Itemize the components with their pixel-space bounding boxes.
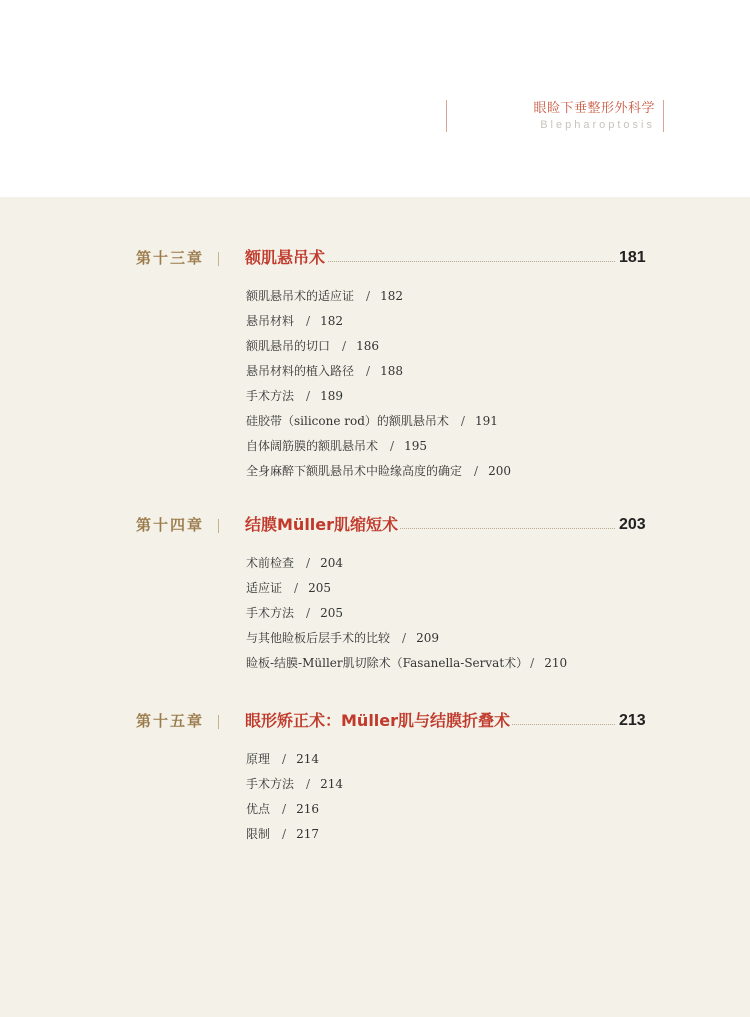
chapter-page-number[interactable]: 213	[619, 712, 646, 729]
section-title: 限制	[246, 827, 271, 841]
section-title: 额肌悬吊术的适应证	[246, 289, 355, 303]
chapter-title[interactable]: 额肌悬吊术	[245, 248, 326, 267]
section-title: 与其他睑板后层手术的比较	[246, 631, 391, 645]
section-entry[interactable]	[246, 772, 343, 797]
section-entry[interactable]	[246, 551, 567, 576]
chapter-divider	[218, 715, 219, 729]
section-title: 悬吊材料	[246, 314, 295, 328]
section-entry[interactable]	[246, 309, 511, 334]
section-page: 195	[404, 439, 427, 453]
separator: /	[390, 439, 395, 453]
chapter-number: 第十三章	[136, 249, 205, 267]
section-page: 209	[416, 631, 439, 645]
section-page: 216	[296, 802, 319, 816]
separator: /	[342, 339, 347, 353]
separator: /	[306, 556, 311, 570]
chapter-title[interactable]: 结膜Müller肌缩短术	[245, 515, 399, 534]
chapter-page-number[interactable]: 181	[619, 249, 646, 266]
chapter-page-number[interactable]: 203	[619, 516, 646, 533]
section-page: 189	[320, 389, 343, 403]
separator: /	[306, 314, 311, 328]
chapter-divider	[218, 519, 219, 533]
section-entry[interactable]	[246, 459, 511, 484]
separator: /	[366, 289, 371, 303]
section-page: 205	[308, 581, 331, 595]
section-title: 睑板-结膜-Müller肌切除术（Fasanella-Servat术）	[246, 656, 529, 670]
separator: /	[306, 389, 311, 403]
section-title: 手术方法	[246, 606, 295, 620]
section-title: 悬吊材料的植入路径	[246, 364, 355, 378]
section-title: 适应证	[246, 581, 283, 595]
section-page: 188	[380, 364, 403, 378]
chapter-number: 第十五章	[136, 712, 205, 730]
section-entry[interactable]	[246, 409, 511, 434]
book-title-chinese: 眼睑下垂整形外科学	[533, 101, 655, 116]
section-title: 额肌悬吊的切口	[246, 339, 331, 353]
section-page: 182	[320, 314, 343, 328]
separator: /	[530, 656, 535, 670]
separator: /	[282, 802, 287, 816]
separator: /	[294, 581, 299, 595]
chapter-title[interactable]: 眼形矫正术：Müller肌与结膜折叠术	[245, 711, 511, 730]
section-entry[interactable]	[246, 576, 567, 601]
section-entry[interactable]	[246, 284, 511, 309]
section-page: 191	[474, 414, 498, 428]
section-entry[interactable]	[246, 334, 511, 359]
chapter-divider	[218, 252, 219, 266]
section-list	[246, 284, 511, 484]
chapter-number: 第十四章	[136, 516, 205, 534]
section-entry[interactable]	[246, 626, 567, 651]
separator: /	[366, 364, 371, 378]
section-entry[interactable]	[246, 434, 511, 459]
page-header	[0, 0, 750, 197]
section-page: 200	[488, 464, 511, 478]
separator: /	[306, 606, 311, 620]
section-title: 硅胶带（silicone rod）的额肌悬吊术	[246, 414, 449, 428]
section-entry[interactable]	[246, 651, 567, 676]
separator: /	[474, 464, 479, 478]
section-title: 全身麻醉下额肌悬吊术中睑缘高度的确定	[246, 464, 463, 478]
section-title: 手术方法	[246, 389, 295, 403]
separator: /	[282, 752, 287, 766]
table-of-contents	[0, 197, 750, 1017]
section-title: 术前检查	[246, 556, 295, 570]
section-entry[interactable]	[246, 822, 343, 847]
section-page: 182	[380, 289, 403, 303]
section-title: 自体阔筋膜的额肌悬吊术	[246, 439, 379, 453]
section-page: 214	[296, 752, 319, 766]
section-entry[interactable]	[246, 384, 511, 409]
section-title: 原理	[246, 752, 271, 766]
section-title: 手术方法	[246, 777, 295, 791]
section-page: 217	[296, 827, 319, 841]
separator: /	[306, 777, 311, 791]
section-title: 优点	[246, 802, 271, 816]
section-list	[246, 551, 567, 676]
section-page: 205	[320, 606, 343, 620]
section-page: 214	[320, 777, 343, 791]
section-entry[interactable]	[246, 747, 343, 772]
section-entry[interactable]	[246, 601, 567, 626]
section-page: 186	[356, 339, 379, 353]
separator: /	[402, 631, 407, 645]
book-title-english: Blepharoptosis	[540, 119, 655, 131]
separator: /	[282, 827, 287, 841]
section-entry[interactable]	[246, 797, 343, 822]
section-entry[interactable]	[246, 359, 511, 384]
section-page: 210	[544, 656, 568, 670]
separator: /	[460, 414, 465, 428]
section-list	[246, 747, 343, 847]
running-title	[446, 100, 664, 132]
section-page: 204	[320, 556, 343, 570]
